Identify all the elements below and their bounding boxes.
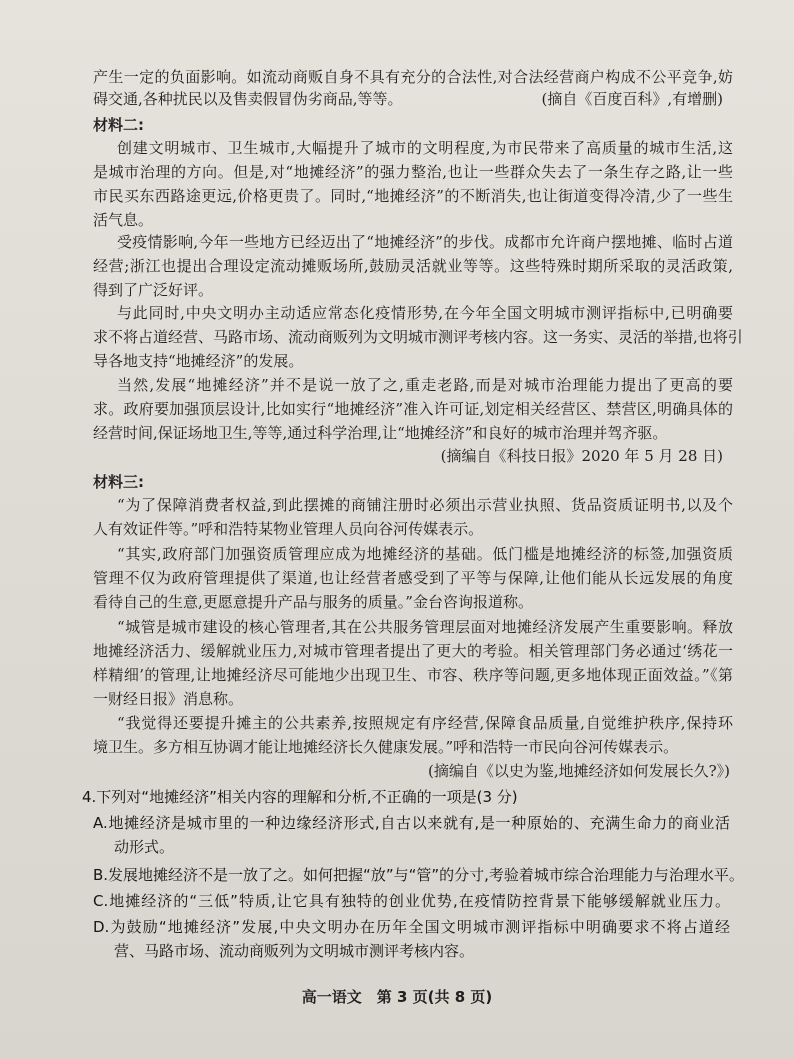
material3-paragraph-line: 地摊经济活力、缓解就业压力,对城市管理者提出了更大的考验。相关管理部门务必通过‘绣花一 <box>93 642 733 660</box>
material1-source: (摘自《百度百科》,有增删) <box>541 90 723 108</box>
option-a-continued: 动形式。 <box>114 838 175 856</box>
material3-paragraph-line: “为了保障消费者权益,到此摆摊的商铺注册时必须出示营业执照、货品资质证明书,以及个 <box>117 496 733 514</box>
material3-paragraph-line: 看待自己的生意,更愿意提升产品与服务的质量。”金台咨询报道称。 <box>93 593 533 611</box>
question-4-stem: 4.下列对“地摊经济”相关内容的理解和分析,不正确的一项是(3 分) <box>82 788 518 806</box>
material3-heading: 材料三: <box>93 473 144 491</box>
material2-paragraph-line: 活气息。 <box>93 211 154 229</box>
material2-paragraph-line: 与此同时,中央文明办主动适应常态化疫情形势,在今年全国文明城市测评指标中,已明确要 <box>117 304 733 322</box>
option-b: B.发展地摊经济不是一放了之。如何把握“放”与“管”的分寸,考验着城市综合治理能力与治理水平。 <box>93 866 744 884</box>
option-d: D.为鼓励“地摊经济”发展,中央文明办在历年全国文明城市测评指标中明确要求不将占道经 <box>93 918 730 936</box>
material3-paragraph-line: 人有效证件等。”呼和浩特某物业管理人员向谷河传媒表示。 <box>93 520 484 538</box>
material2-paragraph-line: 创建文明城市、卫生城市,大幅提升了城市的文明程度,为市民带来了高质量的城市生活,这 <box>117 139 733 157</box>
option-a: A.地摊经济是城市里的一种边缘经济形式,自古以来就有,是一种原始的、充满生命力的商业活 <box>93 814 730 832</box>
material2-paragraph-line: 市民买东西路途更远,价格更贵了。同时,“地摊经济”的不断消失,也让街道变得冷清,少了一些生 <box>93 187 733 205</box>
option-d-continued: 营、马路市场、流动商贩列为文明城市测评考核内容。 <box>114 942 475 960</box>
option-c: C.地摊经济的“三低”特质,让它具有独特的创业优势,在疫情防控背景下能够缓解就业压力。 <box>93 892 730 910</box>
material2-paragraph-line: 导各地支持“地摊经济”的发展。 <box>93 352 304 370</box>
material2-paragraph-line: 得到了广泛好评。 <box>93 281 214 299</box>
material2-paragraph-line: 是城市治理的方向。但是,对“地摊经济”的强力整治,也让一些群众失去了一条生存之路,让一些 <box>93 163 733 181</box>
material2-paragraph-line: 经营;浙江也提出合理设定流动摊贩场所,鼓励灵活就业等等。这些特殊时期所采取的灵活政策, <box>93 257 733 275</box>
material3-paragraph-line: 境卫生。多方相互协调才能让地摊经济长久健康发展。”呼和浩特一市民向谷河传媒表示。 <box>93 738 679 756</box>
material2-paragraph-line: 经营时间,保证场地卫生,等等,通过科学治理,让“地摊经济”和良好的城市治理并驾齐驱。 <box>93 424 668 442</box>
material3-source: (摘编自《以史为鉴,地摊经济如何发展长久?》) <box>427 762 730 780</box>
material2-source: (摘编自《科技日报》2020 年 5 月 28 日) <box>440 447 723 465</box>
material2-paragraph-line: 当然,发展“地摊经济”并不是说一放了之,重走老路,而是对城市治理能力提出了更高的要 <box>117 376 733 394</box>
material1-tail-line-2: 碍交通,各种扰民以及售卖假冒伪劣商品,等等。 <box>93 90 403 108</box>
material2-paragraph-line: 求不将占道经营、马路市场、流动商贩列为文明城市测评考核内容。这一务实、灵活的举措,也将引 <box>93 328 743 346</box>
material3-paragraph-line: “城管是城市建设的核心管理者,其在公共服务管理层面对地摊经济发展产生重要影响。释放 <box>117 618 733 636</box>
material3-paragraph-line: “其实,政府部门加强资质管理应成为地摊经济的基础。低门槛是地摊经济的标签,加强资质 <box>117 545 733 563</box>
material3-paragraph-line: 一财经日报》消息称。 <box>93 690 244 708</box>
material3-paragraph-line: “我觉得还要提升摊主的公共素养,按照规定有序经营,保障食品质量,自觉维护秩序,保持环 <box>117 714 733 732</box>
page-footer: 高一语文 第 3 页(共 8 页) <box>301 988 493 1006</box>
material2-paragraph-line: 受疫情影响,今年一些地方已经迈出了“地摊经济”的步伐。成都市允许商户摆地摊、临时占道 <box>117 233 733 251</box>
material3-paragraph-line: 管理不仅为政府管理提供了渠道,也让经营者感受到了平等与保障,让他们能从长远发展的角度 <box>93 569 733 587</box>
material2-heading: 材料二: <box>93 116 144 134</box>
material3-paragraph-line: 样精细’的管理,让地摊经济尽可能地少出现卫生、市容、秩序等问题,更多地体现正面效益。”《第 <box>93 666 733 684</box>
material2-paragraph-line: 求。政府要加强顶层设计,比如实行“地摊经济”准入许可证,划定相关经营区、禁营区,明确具体的 <box>93 400 733 418</box>
material1-tail-line-1: 产生一定的负面影响。如流动商贩自身不具有充分的合法性,对合法经营商户构成不公平竞争,妨 <box>93 68 733 86</box>
